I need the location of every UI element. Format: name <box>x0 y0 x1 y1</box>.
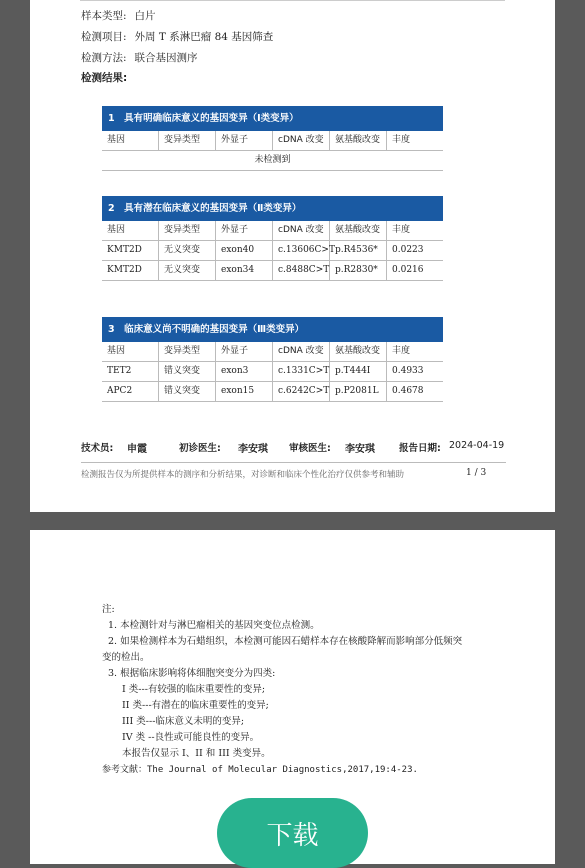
notes-section <box>102 602 482 778</box>
col-amino-acid: 氨基酸改变 <box>330 342 387 361</box>
test-item-label: 检测项目: <box>81 31 127 43</box>
top-divider <box>80 0 505 1</box>
reviewer-label: 审核医生: <box>289 443 331 454</box>
col-abundance: 丰度 <box>392 135 411 145</box>
sample-type-label: 样本类型: <box>81 10 127 22</box>
cell-abundance: 0.4933 <box>392 366 424 376</box>
col-gene: 基因 <box>102 131 159 150</box>
col-cdna: cDNA 改变 <box>273 131 330 150</box>
technician-label: 技术员: <box>81 443 114 454</box>
cell-cdna: c.6242C>T <box>273 382 330 401</box>
table-title: 2 具有潜在临床意义的基因变异（Ⅱ类变异） <box>102 196 443 221</box>
table-empty-row <box>102 151 443 171</box>
cell-amino-acid: p.P2081L <box>330 382 387 401</box>
report-date: 2024-04-19 <box>449 440 505 451</box>
note-item-continued: 变的检出。 <box>102 652 150 663</box>
cell-abundance: 0.0216 <box>392 265 424 275</box>
table-header-row <box>102 221 443 241</box>
footer-disclaimer: 检测报告仅为所提供样本的测序和分析结果，对诊断和临床个性化治疗仅供参考和辅助 <box>81 470 405 480</box>
col-abundance: 丰度 <box>392 225 411 235</box>
note-item: 1. 本检测针对与淋巴瘤相关的基因突变位点检测。 <box>108 620 320 631</box>
page-number: 1 / 3 <box>466 468 487 478</box>
note-item: 3. 根据临床影响将体细胞突变分为四类: <box>108 668 276 679</box>
col-variant-type: 变异类型 <box>159 342 216 361</box>
table-row <box>102 382 443 402</box>
test-item-value: 外周 T 系淋巴瘤 84 基因筛查 <box>134 31 274 43</box>
table-row <box>102 362 443 382</box>
cell-gene: KMT2D <box>102 261 159 280</box>
table-title: 3 临床意义尚不明确的基因变异（Ⅲ类变异） <box>102 317 443 342</box>
col-gene: 基因 <box>102 342 159 361</box>
col-exon: 外显子 <box>216 131 273 150</box>
cell-variant-type: 错义突变 <box>159 382 216 401</box>
cell-amino-acid: p.R2830* <box>330 261 387 280</box>
variant-table-class2 <box>102 196 443 281</box>
reviewer-name: 李安琪 <box>345 444 375 455</box>
col-abundance: 丰度 <box>392 346 411 356</box>
test-item-row <box>81 29 273 44</box>
report-date-label: 报告日期: <box>399 443 441 454</box>
variant-table-class3 <box>102 317 443 402</box>
sample-type-row <box>81 8 156 23</box>
variant-table-class1 <box>102 106 443 171</box>
table-row <box>102 261 443 281</box>
class-definition: III 类---临床意义未明的变异; <box>122 716 245 727</box>
col-exon: 外显子 <box>216 221 273 240</box>
cell-variant-type: 错义突变 <box>159 362 216 381</box>
cell-gene: TET2 <box>102 362 159 381</box>
cell-variant-type: 无义突变 <box>159 261 216 280</box>
cell-gene: KMT2D <box>102 241 159 260</box>
first-doctor-label: 初诊医生: <box>179 443 221 454</box>
class-definition: II 类---有潜在的临床重要性的变异; <box>122 700 269 711</box>
cell-exon: exon3 <box>216 362 273 381</box>
empty-text: 未检测到 <box>254 155 291 165</box>
method-label: 检测方法: <box>81 52 127 64</box>
table-row <box>102 241 443 261</box>
col-amino-acid: 氨基酸改变 <box>330 131 387 150</box>
cell-cdna: c.1331C>T <box>273 362 330 381</box>
cell-amino-acid: p.R4536* <box>330 241 387 260</box>
reference-citation: 参考文献：The Journal of Molecular Diagnostics,2017,19:4-23. <box>102 765 418 775</box>
cell-gene: APC2 <box>102 382 159 401</box>
method-value: 联合基因测序 <box>134 52 198 64</box>
col-variant-type: 变异类型 <box>159 131 216 150</box>
col-cdna: cDNA 改变 <box>273 221 330 240</box>
col-exon: 外显子 <box>216 342 273 361</box>
cell-abundance: 0.4678 <box>392 386 424 396</box>
cell-abundance: 0.0223 <box>392 245 424 255</box>
col-cdna: cDNA 改变 <box>273 342 330 361</box>
results-title: 检测结果: <box>81 72 128 84</box>
note-item: 2. 如果检测样本为石蜡组织，本检测可能因石蜡样本存在核酸降解而影响部分低频突 <box>108 636 463 647</box>
download-button[interactable]: 下载 <box>217 798 368 868</box>
cell-exon: exon15 <box>216 382 273 401</box>
col-gene: 基因 <box>102 221 159 240</box>
notes-title: 注: <box>102 604 115 615</box>
cell-exon: exon40 <box>216 241 273 260</box>
footer-divider <box>81 462 506 463</box>
col-amino-acid: 氨基酸改变 <box>330 221 387 240</box>
table-header-row <box>102 342 443 362</box>
sample-type-value: 白片 <box>134 10 156 22</box>
class-definition: IV 类 --良性或可能良性的变异。 <box>122 732 260 743</box>
cell-cdna: c.8488C>T <box>273 261 330 280</box>
first-doctor-name: 李安琪 <box>238 444 268 455</box>
method-row <box>81 50 198 65</box>
cell-exon: exon34 <box>216 261 273 280</box>
table-title: 1 具有明确临床意义的基因变异（Ⅰ类变异） <box>102 106 443 131</box>
technician-name: 申霞 <box>127 444 147 455</box>
report-page-1 <box>30 0 555 512</box>
report-scope-note: 本报告仅显示 I、II 和 III 类变异。 <box>122 748 271 759</box>
table-header-row <box>102 131 443 151</box>
cell-variant-type: 无义突变 <box>159 241 216 260</box>
cell-amino-acid: p.T444I <box>330 362 387 381</box>
col-variant-type: 变异类型 <box>159 221 216 240</box>
cell-cdna: c.13606C>T <box>273 241 330 260</box>
class-definition: I 类---有较强的临床重要性的变异; <box>122 684 266 695</box>
